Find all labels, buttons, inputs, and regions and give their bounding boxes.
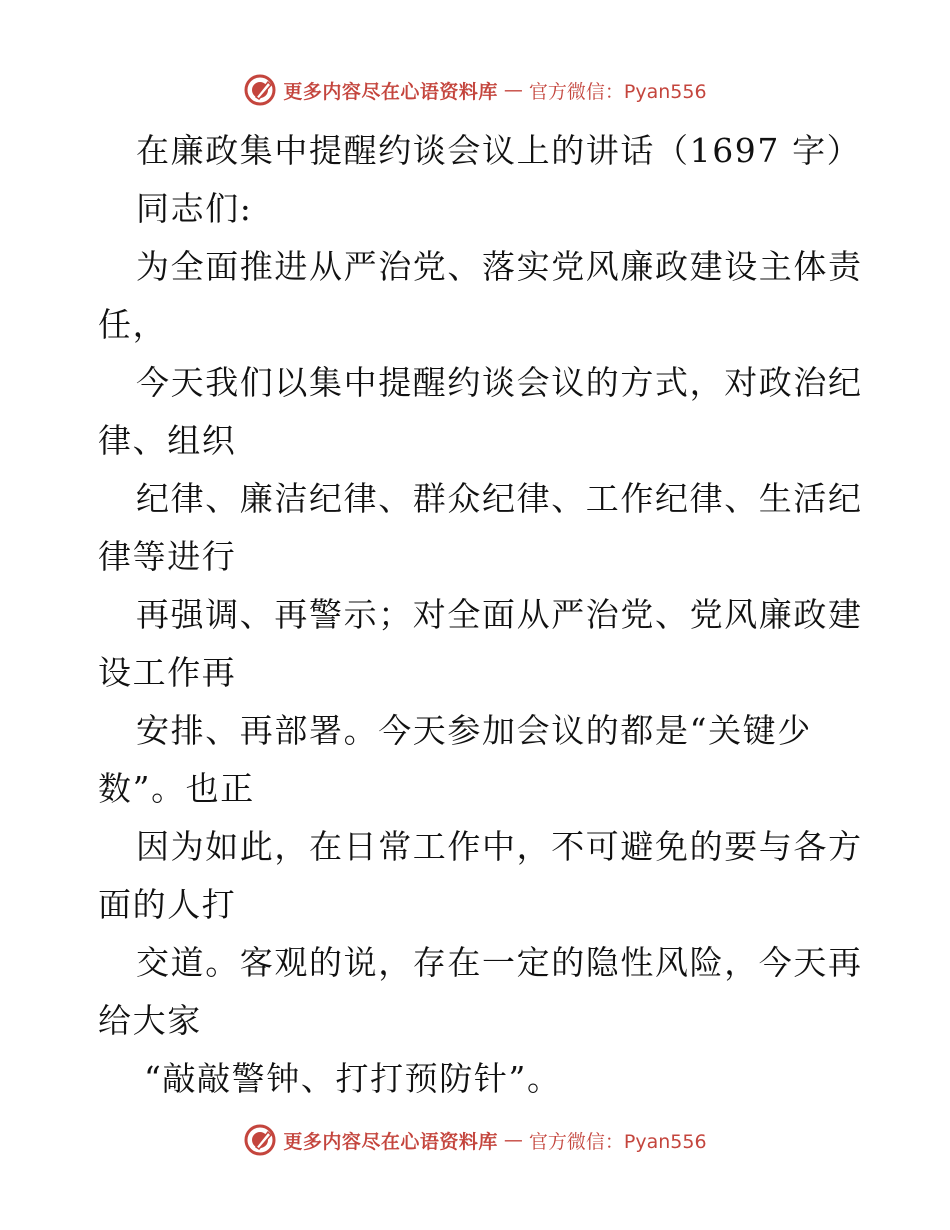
- text-line: 再强调、再警示；对全面从严治党、党风廉政建: [136, 595, 863, 634]
- banner-separator: —: [503, 1129, 523, 1151]
- text-line: 面的人打: [98, 885, 237, 924]
- text-line: 同志们:: [136, 189, 253, 228]
- banner-wechat: 官方微信：Pyan556: [528, 80, 707, 103]
- banner-wechat: 官方微信：Pyan556: [528, 1130, 707, 1153]
- text-line: 交道。客观的说，存在一定的隐性风险，今天再: [136, 943, 863, 982]
- banner-title: 更多内容尽在心语资料库: [283, 80, 498, 103]
- text-line: “敲敲警钟、打打预防针”。: [144, 1059, 562, 1098]
- text-line: 安排、再部署。今天参加会议的都是“关键少: [136, 711, 812, 750]
- text-line: 设工作再: [98, 653, 237, 692]
- text-line: 今天我们以集中提醒约谈会议的方式，对政治纪: [136, 363, 863, 402]
- text-line: 任，: [98, 305, 168, 344]
- header-banner: [0, 70, 950, 110]
- text-line: 因为如此，在日常工作中，不可避免的要与各方: [136, 827, 863, 866]
- text-line: 律等进行: [98, 537, 237, 576]
- banner-separator: —: [503, 79, 523, 101]
- text-line: 律、组织: [98, 421, 237, 460]
- text-line: 为全面推进从严治党、落实党风廉政建设主体责: [136, 247, 863, 286]
- banner-title: 更多内容尽在心语资料库: [283, 1130, 498, 1153]
- pen-logo-icon: [243, 1123, 277, 1157]
- pen-logo-icon: [243, 73, 277, 107]
- text-line: 给大家: [98, 1001, 202, 1040]
- footer-banner: [0, 1120, 950, 1160]
- document-body: [98, 122, 863, 1108]
- text-line: 纪律、廉洁纪律、群众纪律、工作纪律、生活纪: [136, 479, 863, 518]
- text-line: 数”。也正: [98, 769, 255, 808]
- document-title: 在廉政集中提醒约谈会议上的讲话（1697 字）: [136, 131, 862, 170]
